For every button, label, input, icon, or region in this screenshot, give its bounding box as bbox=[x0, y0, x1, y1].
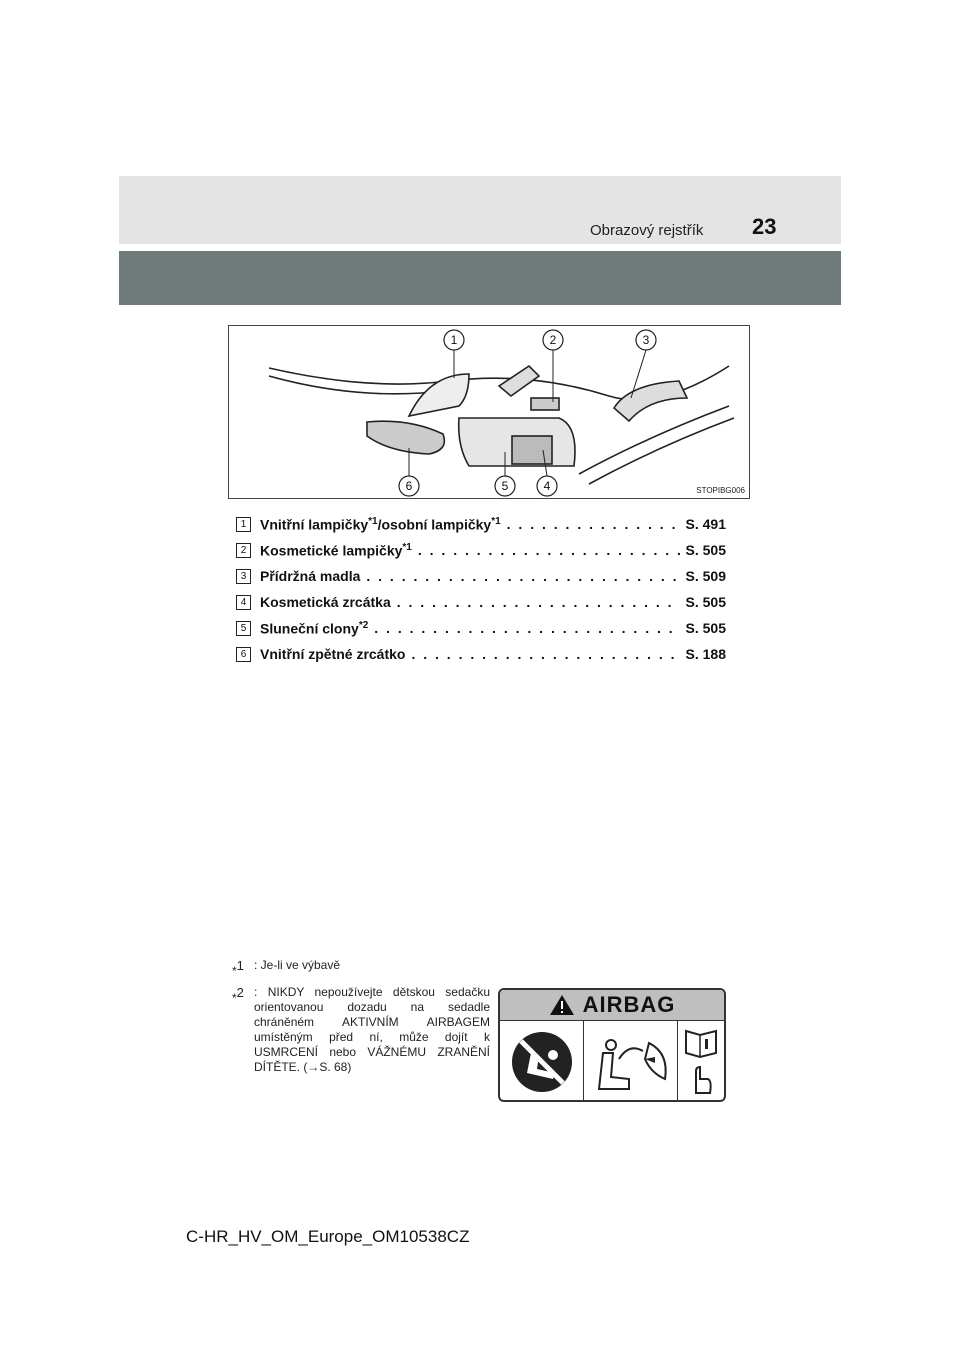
roof-side-line bbox=[579, 406, 729, 474]
page-reference[interactable]: S. 509 bbox=[685, 568, 726, 584]
section-bar bbox=[119, 251, 841, 305]
index-entry-sun-visors[interactable] bbox=[236, 615, 726, 641]
rear-bracket bbox=[499, 366, 539, 396]
footnote-text: : NIKDY nepoužívejte dětskou sedačku orientovanou dozadu na sedadle chráněném AKTIVNÍM AIRBAGEM umístěným před ní, může dojít k USMRCENÍ nebo VÁŽNÉMU ZRANĚNÍ DÍTĚTE. (→S. 68) bbox=[254, 985, 490, 1074]
page-reference[interactable]: S. 505 bbox=[685, 620, 726, 636]
rearview-mirror-shape bbox=[367, 421, 444, 454]
index-entry-vanity-lights[interactable] bbox=[236, 537, 726, 563]
page-reference[interactable]: S. 505 bbox=[685, 594, 726, 610]
airbag-warning-label bbox=[498, 988, 726, 1102]
entry-number: 1 bbox=[236, 517, 251, 532]
entry-label: Sluneční clony$^{*2}$ bbox=[260, 619, 369, 637]
entry-number: 5 bbox=[236, 621, 251, 636]
warning-triangle-icon bbox=[549, 994, 575, 1016]
page-reference[interactable]: S. 505 bbox=[685, 542, 726, 558]
footnote-2 bbox=[232, 985, 490, 1075]
index-entries bbox=[236, 511, 726, 667]
header-title: Obrazový rejstřík bbox=[590, 222, 704, 239]
callout-6-label: 6 bbox=[405, 479, 413, 493]
grab-handle-shape bbox=[614, 381, 687, 421]
footnote-mark: *$^1$ bbox=[232, 958, 244, 978]
interior-drawing bbox=[229, 326, 749, 498]
airbag-label-header bbox=[500, 990, 724, 1021]
entry-label: Přídržná madla bbox=[260, 568, 361, 584]
page-number: 23 bbox=[752, 214, 777, 239]
airbag-deployment-icon bbox=[589, 1029, 673, 1095]
no-rear-facing-child-seat-icon bbox=[509, 1029, 575, 1095]
airbag-cell-diagram bbox=[584, 1021, 678, 1102]
entry-number: 4 bbox=[236, 595, 251, 610]
vanity-light-shape bbox=[531, 398, 559, 410]
callout-5-label: 5 bbox=[501, 479, 509, 493]
footnote-1 bbox=[232, 958, 490, 978]
airbag-label-body bbox=[500, 1021, 724, 1102]
dot-leader bbox=[366, 568, 679, 584]
overhead-console bbox=[409, 374, 469, 416]
dot-leader bbox=[374, 620, 679, 636]
airbag-cell-prohibited bbox=[500, 1021, 584, 1102]
index-entry-assist-grips[interactable] bbox=[236, 563, 726, 589]
entry-label: Kosmetická zrcátka bbox=[260, 594, 391, 610]
headliner-lower-line bbox=[269, 376, 444, 394]
callout-2-label: 2 bbox=[549, 333, 557, 347]
entry-label: Vnitřní zpětné zrcátko bbox=[260, 646, 406, 662]
airbag-title: AIRBAG bbox=[582, 992, 676, 1017]
vanity-mirror-shape bbox=[512, 436, 552, 464]
dot-leader bbox=[507, 516, 680, 532]
entry-number: 3 bbox=[236, 569, 251, 584]
footnote-text: : Je-li ve výbavě bbox=[254, 958, 341, 972]
entry-number: 6 bbox=[236, 647, 251, 662]
index-entry-interior-lights[interactable] bbox=[236, 511, 726, 537]
dot-leader bbox=[418, 542, 680, 558]
read-manual-icon bbox=[684, 1027, 718, 1097]
footer-code: C-HR_HV_OM_Europe_OM10538CZ bbox=[186, 1227, 470, 1246]
figure-code: STOPIBG006 bbox=[696, 486, 745, 495]
dot-leader bbox=[411, 646, 679, 662]
interior-illustration bbox=[228, 325, 750, 499]
dot-leader bbox=[397, 594, 680, 610]
page-reference[interactable]: S. 491 bbox=[685, 516, 726, 532]
callout-3-label: 3 bbox=[642, 333, 650, 347]
page-reference[interactable]: S. 188 bbox=[685, 646, 726, 662]
footnote-mark: *$^2$ bbox=[232, 985, 244, 1005]
callout-4-label: 4 bbox=[543, 479, 551, 493]
entry-label: Kosmetické lampičky$^{*1}$ bbox=[260, 541, 412, 559]
entry-label: Vnitřní lampičky$^{*1}$/osobní lampičky$^{*1}$ bbox=[260, 515, 501, 533]
callout-1-label: 1 bbox=[450, 333, 458, 347]
airbag-cell-manual bbox=[678, 1021, 724, 1102]
entry-number: 2 bbox=[236, 543, 251, 558]
index-entry-vanity-mirrors[interactable] bbox=[236, 589, 726, 615]
header-band bbox=[119, 176, 841, 244]
footnotes bbox=[232, 958, 490, 1082]
roof-side-line-2 bbox=[589, 418, 734, 484]
index-entry-rearview-mirror[interactable] bbox=[236, 641, 726, 667]
